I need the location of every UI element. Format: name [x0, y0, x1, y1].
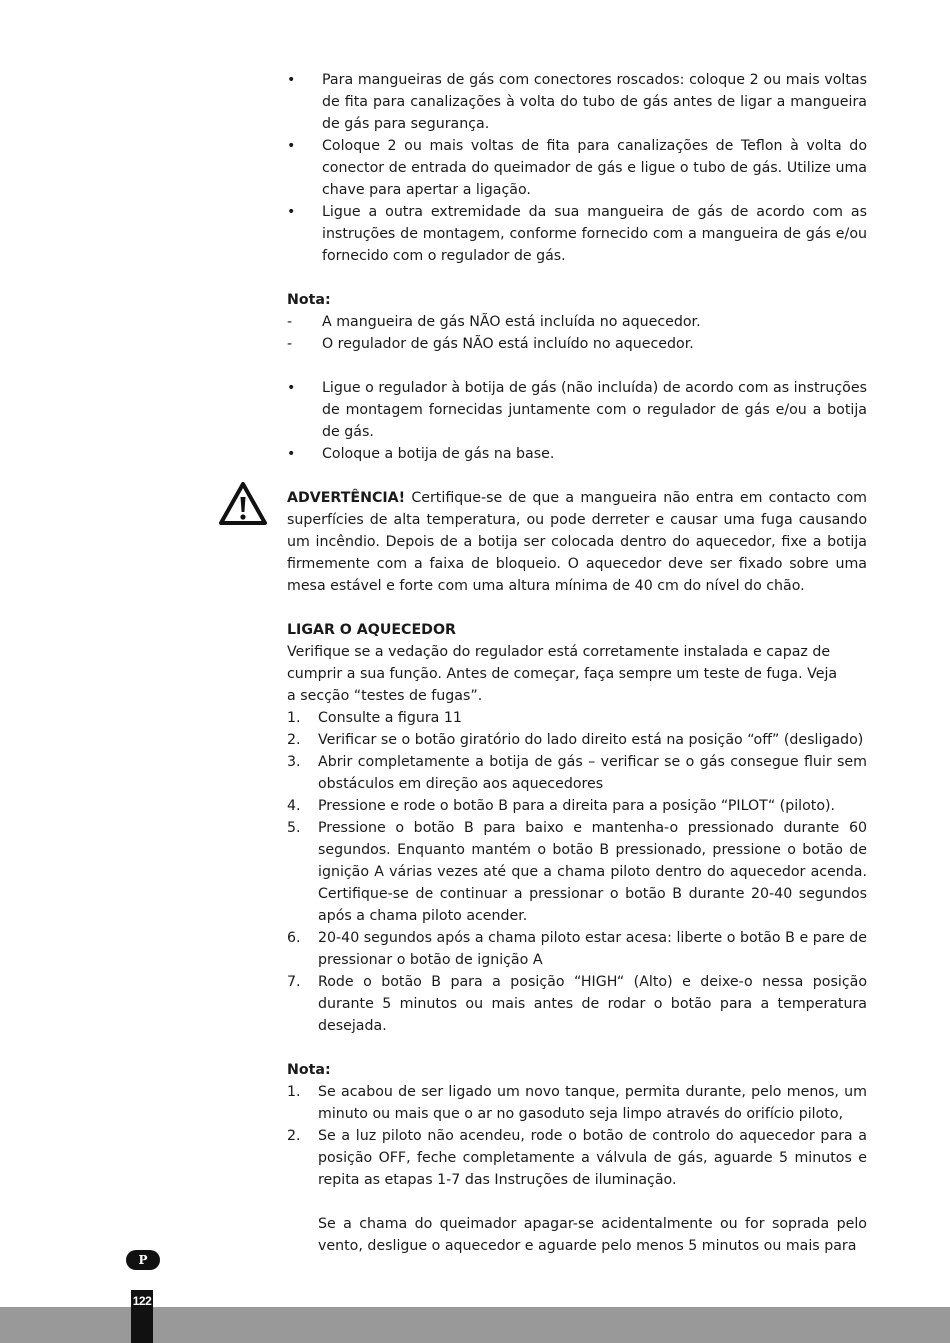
bullet: •: [287, 380, 296, 396]
step-text: Pressione e rode o botão B para a direita para a posição “PILOT“ (piloto).: [318, 798, 836, 814]
note-text: O regulador de gás NÃO está incluído no aquecedor.: [322, 336, 694, 352]
step-number: 4.: [287, 798, 301, 814]
bullet: •: [287, 204, 296, 220]
list-item: [287, 443, 867, 465]
bullet: •: [287, 138, 296, 154]
language-badge: P: [126, 1250, 160, 1270]
section-title: LIGAR O AQUECEDOR: [287, 622, 456, 638]
intro-line: Verifique se a vedação do regulador está corretamente instalada e capaz de: [287, 644, 831, 660]
step-number: 2.: [287, 732, 301, 748]
bullet: •: [287, 72, 296, 88]
bullet-text: Coloque a botija de gás na base.: [322, 446, 555, 462]
step-number: 3.: [287, 754, 301, 770]
step-number: 6.: [287, 930, 301, 946]
step-text: Consulte a figura 11: [318, 710, 462, 726]
step-text: Rode o botão B para a posição “HIGH“ (Alto) e deixe-o nessa posição durante 5 minutos ou mais antes de rodar o botão para a temperatura desejada.: [318, 974, 867, 1034]
step-text: Abrir completamente a botija de gás – verificar se o gás consegue fluir sem obstáculos em direção aos aquecedores: [318, 754, 867, 792]
note-text: Se acabou de ser ligado um novo tanque, permita durante, pelo menos, um minuto ou mais que o ar no gasoduto seja limpo através do orifício piloto,: [318, 1084, 867, 1122]
bullet-text: Coloque 2 ou mais voltas de fita para canalizações de Teflon à volta do conector de entrada do queimador de gás e ligue o tubo de gás. Utilize uma chave para apertar a ligação.: [322, 138, 867, 198]
continuation-paragraph: Se a chama do queimador apagar-se acidentalmente ou for soprada pelo vento, desligue o aquecedor e aguarde pelo menos 5 minutos ou mais para: [318, 1216, 867, 1254]
note-label: Nota:: [287, 1062, 331, 1078]
warning-paragraph: [287, 487, 867, 597]
note-text: A mangueira de gás NÃO está incluída no aquecedor.: [322, 314, 701, 330]
step-text: 20-40 segundos após a chama piloto estar acesa: liberte o botão B e pare de pressionar o botão de ignição A: [318, 930, 867, 968]
bullet-text: Ligue a outra extremidade da sua mangueira de gás de acordo com as instruções de montagem, conforme fornecido com a mangueira de gás e/ou fornecido com o regulador de gás.: [322, 204, 867, 264]
note-item: [287, 1125, 867, 1191]
step-text: Verificar se o botão giratório do lado direito está na posição “off” (desligado): [318, 732, 864, 748]
step-number: 7.: [287, 974, 301, 990]
step-item: [287, 729, 867, 751]
step-item: [287, 795, 867, 817]
step-number: 1.: [287, 710, 301, 726]
note-label: Nota:: [287, 292, 331, 308]
note-item: [287, 1081, 867, 1125]
bullet-text: Ligue o regulador à botija de gás (não incluída) de acordo com as instruções de montagem fornecidas juntamente com o regulador de gás e/ou a botija de gás.: [322, 380, 867, 440]
dash: -: [287, 314, 293, 330]
step-item: [287, 817, 867, 927]
list-item: [287, 135, 867, 201]
page-content: [287, 69, 867, 1257]
list-item: [287, 377, 867, 443]
list-item: [287, 201, 867, 267]
page-number: 122: [132, 1294, 152, 1308]
note-number: 2.: [287, 1128, 301, 1144]
step-item: [287, 971, 867, 1037]
step-item: [287, 751, 867, 795]
bullet-text: Para mangueiras de gás com conectores roscados: coloque 2 ou mais voltas de fita para canalizações à volta do tubo de gás antes de ligar a mangueira de gás para segurança.: [322, 72, 867, 132]
step-number: 5.: [287, 820, 301, 836]
step-text: Pressione o botão B para baixo e mantenha-o pressionado durante 60 segundos. Enquanto mantém o botão B pressionado, pressione o botão de ignição A várias vezes até que a chama piloto dentro do aquecedor acenda. Certifique-se de continuar a pressionar o botão B durante 20-40 segundos após a chama piloto acender.: [318, 820, 867, 924]
warning-label: ADVERTÊNCIA!: [287, 490, 406, 506]
list-item: [287, 311, 867, 333]
intro-line: cumprir a sua função. Antes de começar, faça sempre um teste de fuga. Veja: [287, 666, 838, 682]
intro-line: a secção “testes de fugas”.: [287, 688, 483, 704]
note-text: Se a luz piloto não acendeu, rode o botão de controlo do aquecedor para a posição OFF, feche completamente a válvula de gás, aguarde 5 minutos e repita as etapas 1-7 das Instruções de iluminação.: [318, 1128, 867, 1188]
warning-triangle-icon: [218, 481, 268, 526]
note-number: 1.: [287, 1084, 301, 1100]
warning-text: Certifique-se de que a mangueira não entra em contacto com superfícies de alta temperatura, ou pode derreter e causar uma fuga causando um incêndio. Depois de a botija ser colocada dentro do aquecedor, fixe a botija firmemente com a faixa de bloqueio. O aquecedor deve ser fixado sobre uma mesa estável e forte com uma altura mínima de 40 cm do nível do chão.: [287, 490, 867, 594]
bullet: •: [287, 446, 296, 462]
list-item: [287, 69, 867, 135]
step-item: [287, 927, 867, 971]
list-item: [287, 333, 867, 355]
dash: -: [287, 336, 293, 352]
step-item: [287, 707, 867, 729]
